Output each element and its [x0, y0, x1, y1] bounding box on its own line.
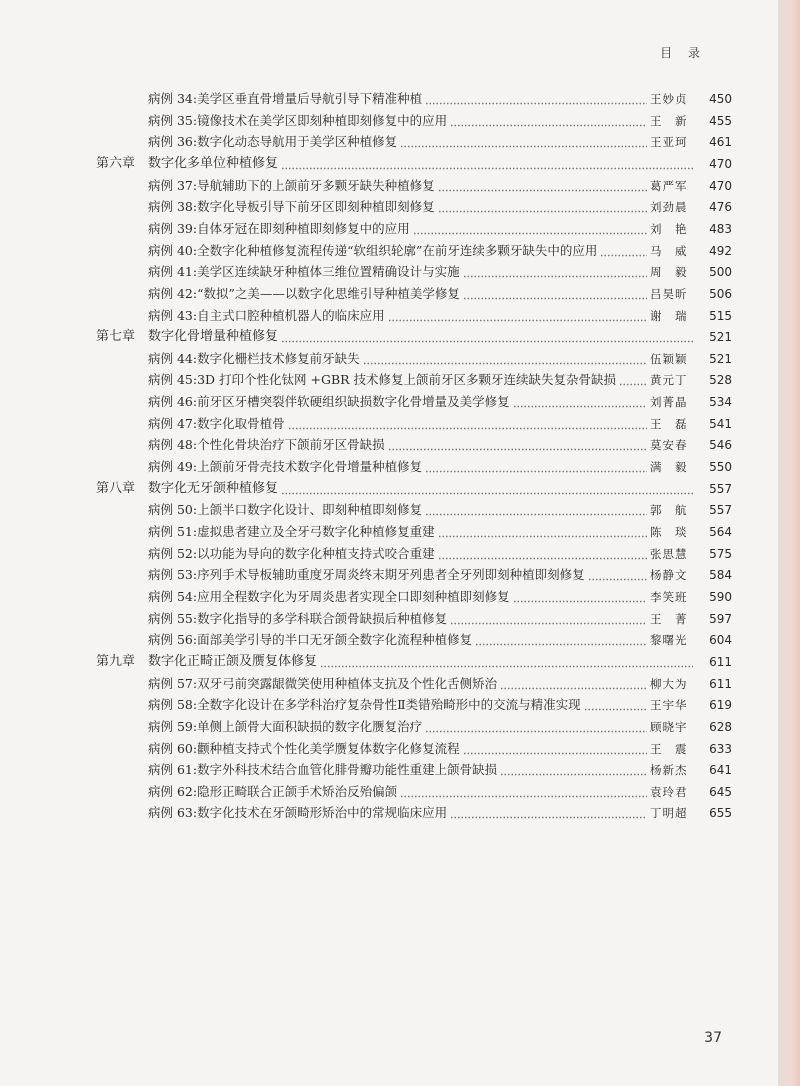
case-author: 王 磊 [650, 416, 688, 431]
toc-page-number: 450 [709, 92, 732, 106]
case-label: 病例 60: [148, 740, 198, 756]
dot-leader [288, 413, 647, 435]
dot-leader [400, 781, 647, 803]
toc-chapter-row [96, 153, 732, 175]
case-author: 丁明超 [650, 806, 688, 821]
case-author: 顾晓宇 [650, 719, 688, 734]
case-author: 王 新 [650, 113, 688, 128]
toc-page-number: 641 [709, 763, 732, 778]
dot-leader [281, 478, 693, 500]
toc-case-row [148, 521, 732, 543]
case-title: 数字化指导的多学科联合颌骨缺损后种植修复 [197, 610, 448, 626]
dot-leader [281, 326, 693, 348]
toc-page-number: 604 [709, 633, 732, 648]
case-author: 杨静文 [650, 568, 688, 583]
case-author: 柳大为 [650, 676, 688, 691]
case-title: 面部美学引导的半口无牙颌全数字化流程种植修复 [197, 632, 473, 648]
case-title: 导航辅助下的上颌前牙多颗牙缺失种植修复 [197, 177, 435, 193]
running-header: 目 录 [660, 46, 706, 60]
dot-leader [450, 802, 647, 824]
toc-chapter-row [96, 326, 732, 348]
toc-case-row [148, 283, 732, 305]
dot-leader [600, 240, 647, 262]
case-author: 陈 琰 [650, 525, 688, 539]
toc-page-number: 564 [709, 525, 732, 539]
toc-case-row [148, 716, 732, 738]
case-label: 病例 37: [148, 177, 198, 193]
book-spine-edge [778, 0, 800, 1086]
toc-page-number: 584 [709, 568, 732, 583]
case-title: 全数字化设计在多学科治疗复杂骨性Ⅱ类错殆畸形中的交流与精准实现 [197, 697, 581, 713]
toc-page-number: 557 [709, 503, 732, 518]
case-author: 袁玲君 [650, 784, 688, 799]
toc-chapter-row [96, 478, 732, 500]
case-author: 王 震 [650, 741, 688, 756]
case-label: 病例 34: [148, 91, 198, 106]
toc-page-number: 506 [709, 286, 732, 301]
toc-case-row [148, 673, 732, 695]
case-author: 刘菁晶 [650, 395, 688, 410]
case-label: 病例 42: [148, 285, 198, 301]
case-author: 黄元丁 [650, 373, 688, 388]
case-label: 病例 54: [148, 588, 198, 604]
dot-leader [400, 131, 647, 153]
case-author: 刘劲晨 [650, 200, 688, 215]
toc-case-row [148, 694, 732, 716]
case-label: 病例 57: [148, 675, 198, 691]
case-title: 自主式口腔种植机器人的临床应用 [197, 307, 385, 323]
case-label: 病例 38: [148, 199, 198, 215]
case-label: 病例 53: [148, 567, 198, 583]
toc-case-row [148, 218, 732, 240]
toc-case-row [148, 391, 732, 413]
case-author: 马 威 [650, 243, 688, 258]
toc-case-row [148, 175, 732, 197]
case-label: 病例 39: [148, 220, 198, 236]
toc-page-number: 550 [709, 460, 732, 475]
case-title: 数字化技术在牙颌畸形矫治中的常规临床应用 [197, 805, 448, 821]
chapter-title: 数字化多单位种植修复 [148, 155, 279, 171]
case-author: 王 菁 [650, 611, 688, 626]
toc-page-number: 619 [709, 698, 732, 713]
dot-leader [513, 391, 647, 413]
toc-page-number: 534 [709, 395, 732, 410]
toc-case-row [148, 110, 732, 132]
case-title: 以功能为导向的数字化种植支持式咬合重建 [197, 545, 435, 561]
dot-leader [425, 456, 647, 478]
chapter-title: 数字化正畸正颌及赝复体修复 [148, 653, 318, 669]
case-author: 谢 瑞 [650, 308, 688, 323]
case-author: 杨新杰 [650, 763, 688, 778]
case-author: 张思慧 [650, 546, 688, 561]
case-label: 病例 47: [148, 415, 198, 431]
case-title: 双牙弓前突露龈微笑使用种植体支抗及个性化舌侧矫治 [197, 675, 498, 691]
case-author: 刘 艳 [650, 221, 688, 236]
dot-leader [438, 543, 647, 565]
toc-case-row [148, 369, 732, 391]
case-author: 葛严军 [650, 178, 688, 193]
case-author: 伍颖颖 [650, 351, 688, 366]
case-label: 病例 36: [148, 134, 198, 150]
case-author: 郭 航 [650, 503, 688, 518]
case-title: 自体牙冠在即刻种植即刻修复中的应用 [197, 220, 410, 236]
dot-leader [463, 261, 647, 283]
case-title: 个性化骨块治疗下颌前牙区骨缺损 [197, 437, 385, 453]
toc-page-number: 597 [709, 611, 732, 626]
toc-page-number: 655 [709, 806, 732, 821]
dot-leader [475, 629, 647, 651]
chapter-title: 数字化无牙颌种植修复 [148, 480, 279, 496]
case-author: 吕昊昕 [650, 286, 688, 301]
toc-page-number: 528 [709, 373, 732, 388]
case-label: 病例 56: [148, 632, 198, 648]
toc-case-row [148, 738, 732, 760]
dot-leader [281, 153, 693, 175]
dot-leader [584, 694, 647, 716]
case-title: 美学区连续缺牙种植体三维位置精确设计与实施 [197, 264, 460, 280]
case-title: 数字外科技术结合血管化腓骨瓣功能性重建上颌骨缺损 [197, 762, 498, 778]
case-label: 病例 46: [148, 394, 198, 410]
toc-case-row [148, 499, 732, 521]
toc-case-row [148, 543, 732, 565]
case-title: 美学区垂直骨增量后导航引导下精准种植 [197, 91, 423, 106]
case-author: 莫安春 [650, 438, 688, 453]
toc-page-number: 521 [709, 330, 732, 345]
chapter-label: 第七章 [96, 329, 136, 345]
case-title: 3D 打印个性化钛网 +GBR 技术修复上颌前牙区多颗牙连续缺失复杂骨缺损 [197, 372, 617, 388]
toc-chapter-row [96, 651, 732, 673]
dot-leader [463, 738, 647, 760]
toc-case-row [148, 348, 732, 370]
dot-leader [388, 305, 647, 327]
toc-case-row [148, 305, 732, 327]
chapter-label: 第八章 [96, 480, 136, 496]
case-author: 王妙贞 [650, 92, 688, 106]
case-title: 数字化动态导航用于美学区种植修复 [197, 134, 398, 150]
chapter-label: 第九章 [96, 653, 136, 669]
case-label: 病例 61: [148, 762, 198, 778]
case-label: 病例 45: [148, 372, 198, 388]
case-title: 虚拟患者建立及全牙弓数字化种植修复重建 [197, 524, 435, 539]
case-label: 病例 52: [148, 545, 198, 561]
toc-case-row [148, 131, 732, 153]
dot-leader [438, 196, 647, 218]
case-title: 上颌半口数字化设计、即刻种植即刻修复 [197, 502, 423, 518]
case-label: 病例 43: [148, 307, 198, 323]
case-label: 病例 58: [148, 697, 198, 713]
toc-case-row [148, 413, 732, 435]
toc-case-row [148, 608, 732, 630]
case-title: 数字化导板引导下前牙区即刻种植即刻修复 [197, 199, 435, 215]
toc-page-number: 611 [709, 654, 732, 669]
toc-page-number: 590 [709, 589, 732, 604]
dot-leader [513, 586, 647, 608]
chapter-title: 数字化骨增量种植修复 [148, 329, 279, 345]
case-title: 上颌前牙骨壳技术数字化骨增量种植修复 [197, 459, 423, 475]
toc-case-row [148, 802, 732, 824]
toc-case-row [148, 434, 732, 456]
toc-case-row [148, 196, 732, 218]
dot-leader [438, 521, 647, 543]
dot-leader [438, 175, 647, 197]
toc-page-number: 470 [709, 156, 732, 171]
dot-leader [450, 110, 647, 132]
dot-leader [425, 716, 647, 738]
case-label: 病例 50: [148, 502, 198, 518]
dot-leader [588, 564, 647, 586]
toc-case-row [148, 261, 732, 283]
dot-leader [463, 283, 647, 305]
toc-page-number: 521 [709, 351, 732, 366]
case-title: 序列手术导板辅助重度牙周炎终末期牙列患者全牙列即刻种植即刻修复 [197, 567, 585, 583]
case-title: “数拟”之美——以数字化思维引导种植美学修复 [197, 285, 460, 301]
dot-leader [500, 759, 647, 781]
case-title: 单侧上颌骨大面积缺损的数字化赝复治疗 [197, 718, 423, 734]
case-label: 病例 35: [148, 112, 198, 128]
toc-page-number: 611 [709, 676, 732, 691]
case-author: 满 毅 [650, 460, 688, 475]
toc-page-number: 470 [709, 178, 732, 193]
toc-case-row [148, 759, 732, 781]
toc-case-row [148, 629, 732, 651]
toc-case-row [148, 456, 732, 478]
toc-page-number: 492 [709, 243, 732, 258]
dot-leader [500, 673, 647, 695]
toc-page-number: 546 [709, 438, 732, 453]
dot-leader [363, 348, 647, 370]
case-title: 前牙区牙槽突裂伴软硬组织缺损数字化骨增量及美学修复 [197, 394, 510, 410]
case-author: 王亚珂 [650, 135, 688, 150]
toc-page-number: 500 [709, 265, 732, 280]
dot-leader [320, 651, 693, 673]
chapter-label: 第六章 [96, 155, 136, 171]
case-label: 病例 51: [148, 524, 198, 539]
case-label: 病例 59: [148, 718, 198, 734]
case-label: 病例 48: [148, 437, 198, 453]
case-author: 李笑班 [650, 589, 688, 604]
case-title: 颧种植支持式个性化美学赝复体数字化修复流程 [197, 740, 460, 756]
page-number: 37 [704, 1030, 722, 1046]
case-label: 病例 63: [148, 805, 198, 821]
case-label: 病例 44: [148, 350, 198, 366]
case-author: 王宇华 [650, 698, 688, 713]
toc-page-number: 633 [709, 741, 732, 756]
case-title: 镜像技术在美学区即刻种植即刻修复中的应用 [197, 112, 448, 128]
dot-leader [388, 434, 647, 456]
case-label: 病例 49: [148, 459, 198, 475]
case-title: 全数字化种植修复流程传递“软组织轮廓”在前牙连续多颗牙缺失中的应用 [197, 242, 598, 258]
toc-page-number: 645 [709, 784, 732, 799]
toc-page-number: 515 [709, 308, 732, 323]
toc-page-number: 476 [709, 200, 732, 215]
case-author: 周 毅 [650, 265, 688, 280]
toc-case-row [148, 88, 732, 110]
dot-leader [413, 218, 647, 240]
toc-page-number: 483 [709, 221, 732, 236]
toc-page-number: 541 [709, 416, 732, 431]
toc-case-row [148, 586, 732, 608]
case-label: 病例 41: [148, 264, 198, 280]
case-label: 病例 55: [148, 610, 198, 626]
toc-page-number: 557 [709, 481, 732, 496]
dot-leader [619, 369, 647, 391]
toc-page-number: 575 [709, 546, 732, 561]
toc-case-row [148, 240, 732, 262]
case-title: 应用全程数字化为牙周炎患者实现全口即刻种植即刻修复 [197, 588, 510, 604]
dot-leader [425, 88, 647, 110]
toc-case-row [148, 564, 732, 586]
toc-page-number: 461 [709, 135, 732, 150]
toc-page-number: 628 [709, 719, 732, 734]
case-author: 黎曙光 [650, 633, 688, 648]
toc-page-number: 455 [709, 113, 732, 128]
dot-leader [425, 499, 647, 521]
toc-case-row [148, 781, 732, 803]
case-title: 隐形正畸联合正颌手术矫治反殆偏颌 [197, 783, 398, 799]
dot-leader [450, 608, 647, 630]
case-label: 病例 62: [148, 783, 198, 799]
case-title: 数字化栅栏技术修复前牙缺失 [197, 350, 360, 366]
case-title: 数字化取骨植骨 [197, 415, 285, 431]
case-label: 病例 40: [148, 242, 198, 258]
